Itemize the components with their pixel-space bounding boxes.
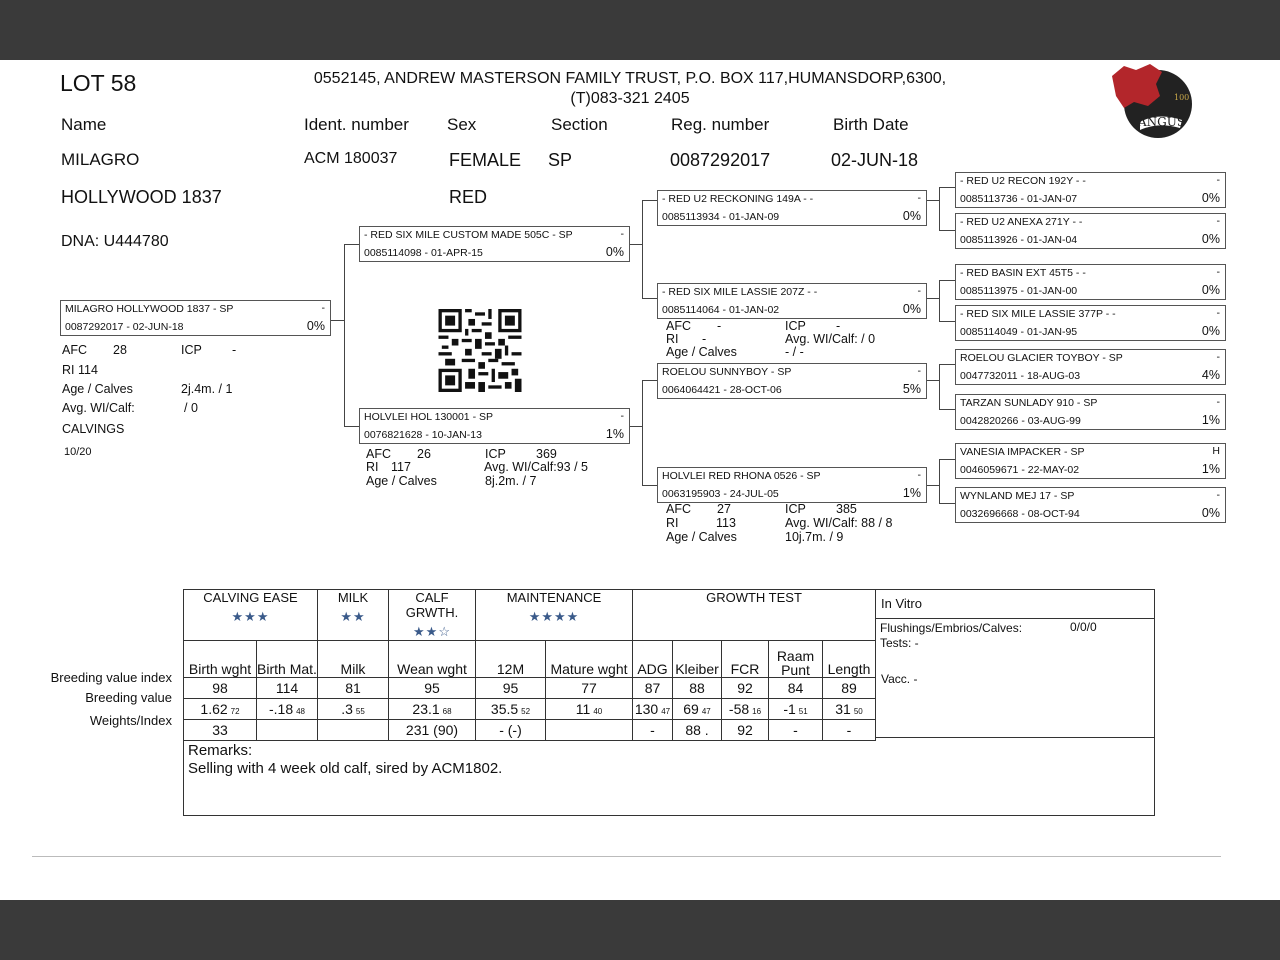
- stat-label: Age / Calves: [666, 345, 737, 359]
- group-milk: MILK ★★: [318, 590, 389, 641]
- pedigree-date: 0087292017 - 02-JUN-18: [65, 321, 184, 333]
- qr-code: [436, 309, 524, 392]
- remarks-box: [183, 736, 1155, 816]
- value-row: [184, 699, 876, 720]
- header-birth: Birth Date: [833, 115, 909, 134]
- stat-value: 27: [717, 502, 731, 516]
- bottom-bar: [0, 900, 1280, 960]
- pedigree-flag: -: [1216, 351, 1220, 363]
- stat-label: ICP: [785, 319, 806, 333]
- pedigree-name: - RED U2 RECKONING 149A - -: [662, 193, 814, 205]
- cell: -: [633, 720, 673, 741]
- cell: 88 .: [673, 720, 722, 741]
- connector: [939, 230, 955, 231]
- pedigree-sd: [657, 283, 927, 319]
- cell: 92: [722, 720, 769, 741]
- stat-value: 26: [417, 447, 431, 461]
- stat-avg: Avg. WI/Calf:93 / 5: [484, 460, 588, 474]
- header-reg: Reg. number: [671, 115, 770, 134]
- stat-value: 8j.2m. / 7: [485, 474, 537, 488]
- stat-label: RI: [366, 460, 379, 474]
- cell: .3 55: [318, 699, 389, 720]
- connector: [939, 280, 955, 281]
- milk-stars: ★★: [340, 609, 366, 624]
- header-name: Name: [61, 115, 107, 134]
- logo-badge: 100: [1174, 93, 1190, 102]
- stat-label: Age / Calves: [366, 474, 437, 488]
- stat-label: AFC: [666, 502, 691, 516]
- connector: [628, 426, 642, 427]
- connector: [628, 244, 642, 245]
- cell: -1 51: [769, 699, 823, 720]
- pedigree-flag: -: [620, 410, 624, 422]
- cell: -.18 48: [257, 699, 318, 720]
- stat-value: 113: [716, 516, 736, 530]
- in-vitro-panel: [875, 589, 1155, 738]
- vacc-label: Vacc. -: [881, 672, 918, 686]
- pedigree-flag: -: [1216, 174, 1220, 186]
- connector: [642, 200, 643, 299]
- pedigree-date: 0047732011 - 18-AUG-03: [960, 370, 1081, 382]
- pedigree-pct: 0%: [902, 209, 921, 223]
- pedigree-gg: [955, 349, 1226, 385]
- connector: [939, 503, 955, 504]
- stat-label: Age / Calves: [666, 530, 737, 544]
- pedigree-ds: [657, 363, 927, 399]
- connector: [344, 244, 359, 245]
- top-bar: [0, 0, 1280, 60]
- stat-value: / 0: [184, 401, 198, 415]
- pedigree-pct: 1%: [605, 427, 624, 441]
- stat-value: - / -: [785, 345, 804, 359]
- pedigree-date: 0085113975 - 01-JAN-00: [960, 285, 1078, 297]
- col-header: Kleiber: [673, 641, 722, 678]
- col-header: Wean wght: [389, 641, 476, 678]
- pedigree-pct: 0%: [902, 302, 921, 316]
- cell: 69 47: [673, 699, 722, 720]
- in-vitro-title: In Vitro: [881, 596, 922, 611]
- cell: -: [823, 720, 876, 741]
- animal-dna: DNA: U444780: [61, 233, 169, 250]
- animal-ident: ACM 180037: [304, 150, 398, 167]
- animal-name1: MILAGRO: [61, 150, 140, 169]
- connector: [939, 364, 955, 365]
- stat-label: AFC: [666, 319, 691, 333]
- col-header: Mature wght: [546, 641, 633, 678]
- cell: 95: [476, 678, 546, 699]
- stat-label: ICP: [785, 502, 806, 516]
- stat-label: Age / Calves: [62, 382, 133, 396]
- cell: 77: [546, 678, 633, 699]
- pedigree-date: 0085113926 - 01-JAN-04: [960, 234, 1078, 246]
- col-header: ADG: [633, 641, 673, 678]
- connector: [939, 409, 955, 410]
- pedigree-flag: -: [1216, 307, 1220, 319]
- col-header: Length: [823, 641, 876, 678]
- owner-line1: 0552145, ANDREW MASTERSON FAMILY TRUST, P.O. BOX 117,HUMANSDORP,6300,: [313, 70, 947, 87]
- stat-value: 28: [113, 343, 127, 357]
- connector: [939, 364, 940, 410]
- pedigree-name: ROELOU SUNNYBOY - SP: [662, 366, 792, 378]
- connector: [642, 485, 657, 486]
- cell: 114: [257, 678, 318, 699]
- pedigree-name: - RED BASIN EXT 45T5 - -: [960, 267, 1086, 279]
- cell: 87: [633, 678, 673, 699]
- cell: 1.62 72: [184, 699, 257, 720]
- pedigree-name: - RED SIX MILE LASSIE 207Z - -: [662, 286, 818, 298]
- pedigree-pct: 0%: [605, 245, 624, 259]
- cell: 81: [318, 678, 389, 699]
- stat-value: 385: [836, 502, 857, 516]
- pedigree-date: 0085114049 - 01-JAN-95: [960, 326, 1078, 338]
- header-section: Section: [551, 115, 608, 134]
- stat-value: 10j.7m. / 9: [785, 530, 844, 544]
- cell: 92: [722, 678, 769, 699]
- pedigree-pct: 1%: [902, 486, 921, 500]
- stat-label: CALVINGS: [62, 422, 125, 436]
- pedigree-self: [60, 300, 331, 336]
- animal-sex: FEMALE: [449, 150, 522, 170]
- pedigree-gg: [955, 264, 1226, 300]
- col-header: Birth wght: [184, 641, 257, 678]
- pedigree-name: - RED U2 ANEXA 271Y - -: [960, 216, 1083, 228]
- pedigree-name: TARZAN SUNLADY 910 - SP: [960, 397, 1098, 409]
- col-header: Milk: [318, 641, 389, 678]
- angus-logo: [1110, 62, 1198, 138]
- connector: [939, 321, 955, 322]
- pedigree-dd: [657, 467, 927, 503]
- stat-value: -: [836, 319, 841, 333]
- pedigree-name: HOLVLEI RED RHONA 0526 - SP: [662, 470, 821, 482]
- connector: [344, 426, 359, 427]
- stat-avg: Avg. WI/Calf: 88 / 8: [785, 516, 893, 530]
- stat-value: 369: [536, 447, 557, 461]
- pedigree-flag: -: [1216, 396, 1220, 408]
- pedigree-flag: -: [1216, 215, 1220, 227]
- pedigree-name: - RED SIX MILE CUSTOM MADE 505C - SP: [364, 229, 573, 241]
- header-ident: Ident. number: [304, 115, 409, 134]
- pedigree-gg: [955, 394, 1226, 430]
- cell: 88: [673, 678, 722, 699]
- connector: [939, 459, 955, 460]
- connector: [939, 187, 940, 231]
- pedigree-date: 0042820266 - 03-AUG-99: [960, 415, 1081, 427]
- flushings-value: 0/0/0: [1070, 620, 1097, 634]
- stat-label: AFC: [366, 447, 391, 461]
- cell: 98: [184, 678, 257, 699]
- pedigree-name: WYNLAND MEJ 17 - SP: [960, 490, 1075, 502]
- pedigree-flag: -: [1216, 489, 1220, 501]
- pedigree-sire: [359, 226, 630, 262]
- pedigree-flag: H: [1212, 445, 1220, 457]
- connector: [925, 485, 939, 486]
- pedigree-date: 0046059671 - 22-MAY-02: [960, 464, 1080, 476]
- cell: 23.1 68: [389, 699, 476, 720]
- breeding-value-table: [183, 589, 876, 741]
- connector: [939, 459, 940, 504]
- cell: -: [769, 720, 823, 741]
- pedigree-pct: 4%: [1201, 368, 1220, 382]
- cell: 33: [184, 720, 257, 741]
- cell: 35.5 52: [476, 699, 546, 720]
- column-headers: [184, 641, 876, 678]
- stat-ri: RI 114: [62, 363, 98, 377]
- pedigree-ss: [657, 190, 927, 226]
- pedigree-date: 0063195903 - 24-JUL-05: [662, 488, 779, 500]
- animal-reg: 0087292017: [670, 150, 771, 170]
- stat-label: ICP: [485, 447, 506, 461]
- remarks-title: Remarks:: [188, 742, 253, 759]
- col-header: 12M: [476, 641, 546, 678]
- pedigree-date: 0064064421 - 28-OCT-06: [662, 384, 782, 396]
- connector: [925, 298, 939, 299]
- pedigree-date: 0085114098 - 01-APR-15: [364, 247, 483, 259]
- stat-label: Avg. WI/Calf:: [62, 401, 135, 415]
- pedigree-pct: 5%: [902, 382, 921, 396]
- pedigree-name: MILAGRO HOLLYWOOD 1837 - SP: [65, 303, 234, 315]
- remarks-text: Selling with 4 week old calf, sired by ACM1802.: [188, 760, 503, 777]
- group-maint: MAINTENANCE ★★★★: [476, 590, 633, 641]
- header-sex: Sex: [447, 115, 477, 134]
- maint-stars: ★★★★: [528, 609, 580, 624]
- animal-section: SP: [548, 150, 573, 170]
- pedigree-name: - RED U2 RECON 192Y - -: [960, 175, 1086, 187]
- owner-line2: (T)083-321 2405: [570, 90, 690, 107]
- connector: [925, 380, 939, 381]
- pedigree-pct: 0%: [1201, 191, 1220, 205]
- cell: 89: [823, 678, 876, 699]
- cell: 84: [769, 678, 823, 699]
- pedigree-name: VANESIA IMPACKER - SP: [960, 446, 1085, 458]
- stat-value: -: [232, 343, 237, 357]
- pedigree-pct: 0%: [1201, 232, 1220, 246]
- connector: [642, 200, 657, 201]
- pedigree-flag: -: [917, 285, 921, 297]
- lot-number: LOT 58: [60, 70, 137, 96]
- row-label-weights: Weights/Index: [89, 713, 172, 728]
- animal-color: RED: [449, 187, 488, 207]
- group-calving: CALVING EASE ★★★: [184, 590, 318, 641]
- stat-label: RI: [666, 332, 679, 346]
- cell: 231 (90): [389, 720, 476, 741]
- pedigree-pct: 0%: [1201, 324, 1220, 338]
- pedigree-flag: -: [917, 192, 921, 204]
- animal-birth: 02-JUN-18: [831, 150, 919, 170]
- pedigree-date: 0085114064 - 01-JAN-02: [662, 304, 780, 316]
- col-header: FCR: [722, 641, 769, 678]
- group-growth: GROWTH TEST: [633, 590, 876, 641]
- pedigree-pct: 0%: [1201, 283, 1220, 297]
- pedigree-pct: 0%: [1201, 506, 1220, 520]
- pedigree-dam: [359, 408, 630, 444]
- connector: [642, 380, 643, 486]
- pedigree-flag: -: [917, 469, 921, 481]
- stat-value: -: [702, 332, 707, 346]
- pedigree-date: 0085113934 - 01-JAN-09: [662, 211, 780, 223]
- pedigree-gg: [955, 487, 1226, 523]
- pedigree-date: 0032696668 - 08-OCT-94: [960, 508, 1080, 520]
- pedigree-gg: [955, 213, 1226, 249]
- connector: [925, 200, 939, 201]
- cell: -58 16: [722, 699, 769, 720]
- pedigree-pct: 1%: [1201, 462, 1220, 476]
- animal-name2: HOLLYWOOD 1837: [61, 187, 222, 207]
- tests-label: Tests: -: [880, 636, 919, 650]
- stat-value: 117: [391, 460, 411, 474]
- cell: - (-): [476, 720, 546, 741]
- group-calf: CALF GRWTH. ★★☆: [389, 590, 476, 641]
- connector: [344, 244, 345, 427]
- calving-stars: ★★★: [231, 609, 270, 624]
- pedigree-date: 0085113736 - 01-JAN-07: [960, 193, 1078, 205]
- pedigree-name: ROELOU GLACIER TOYBOY - SP: [960, 352, 1123, 364]
- pedigree-gg: [955, 443, 1226, 479]
- connector: [939, 280, 940, 322]
- pedigree-gg: [955, 305, 1226, 341]
- stat-label: ICP: [181, 343, 202, 357]
- pedigree-pct: 1%: [1201, 413, 1220, 427]
- stat-label: RI: [666, 516, 679, 530]
- stat-value: 10/20: [64, 446, 92, 458]
- cell: 95: [389, 678, 476, 699]
- footer-divider: [32, 856, 1221, 857]
- connector: [642, 298, 657, 299]
- col-header: Birth Mat.: [257, 641, 318, 678]
- logo-text: ANGUS: [1138, 115, 1186, 129]
- pedigree-pct: 0%: [306, 319, 325, 333]
- index-row: [184, 678, 876, 699]
- pedigree-flag: -: [321, 302, 325, 314]
- pedigree-flag: -: [1216, 266, 1220, 278]
- connector: [330, 320, 344, 321]
- stat-value: 2j.4m. / 1: [181, 382, 233, 396]
- connector: [939, 187, 955, 188]
- col-header: Raam Punt: [769, 641, 823, 678]
- connector: [642, 380, 657, 381]
- row-label-index: Breeding value index: [50, 670, 172, 685]
- cell: 31 50: [823, 699, 876, 720]
- stat-avg: Avg. WI/Calf: / 0: [785, 332, 876, 346]
- pedigree-name: - RED SIX MILE LASSIE 377P - -: [960, 308, 1116, 320]
- pedigree-flag: -: [620, 228, 624, 240]
- pedigree-name: HOLVLEI HOL 130001 - SP: [364, 411, 493, 423]
- stat-value: -: [717, 319, 722, 333]
- pedigree-gg: [955, 172, 1226, 208]
- cell: 11 40: [546, 699, 633, 720]
- stat-label: AFC: [62, 343, 87, 357]
- owner-info: [270, 69, 990, 109]
- calf-stars: ★★☆: [413, 624, 451, 639]
- pedigree-date: 0076821628 - 10-JAN-13: [364, 429, 482, 441]
- row-label-value: Breeding value: [85, 690, 172, 705]
- cell: 130 47: [633, 699, 673, 720]
- pedigree-flag: -: [917, 365, 921, 377]
- flushings-label: Flushings/Embrios/Calves:: [880, 621, 1023, 635]
